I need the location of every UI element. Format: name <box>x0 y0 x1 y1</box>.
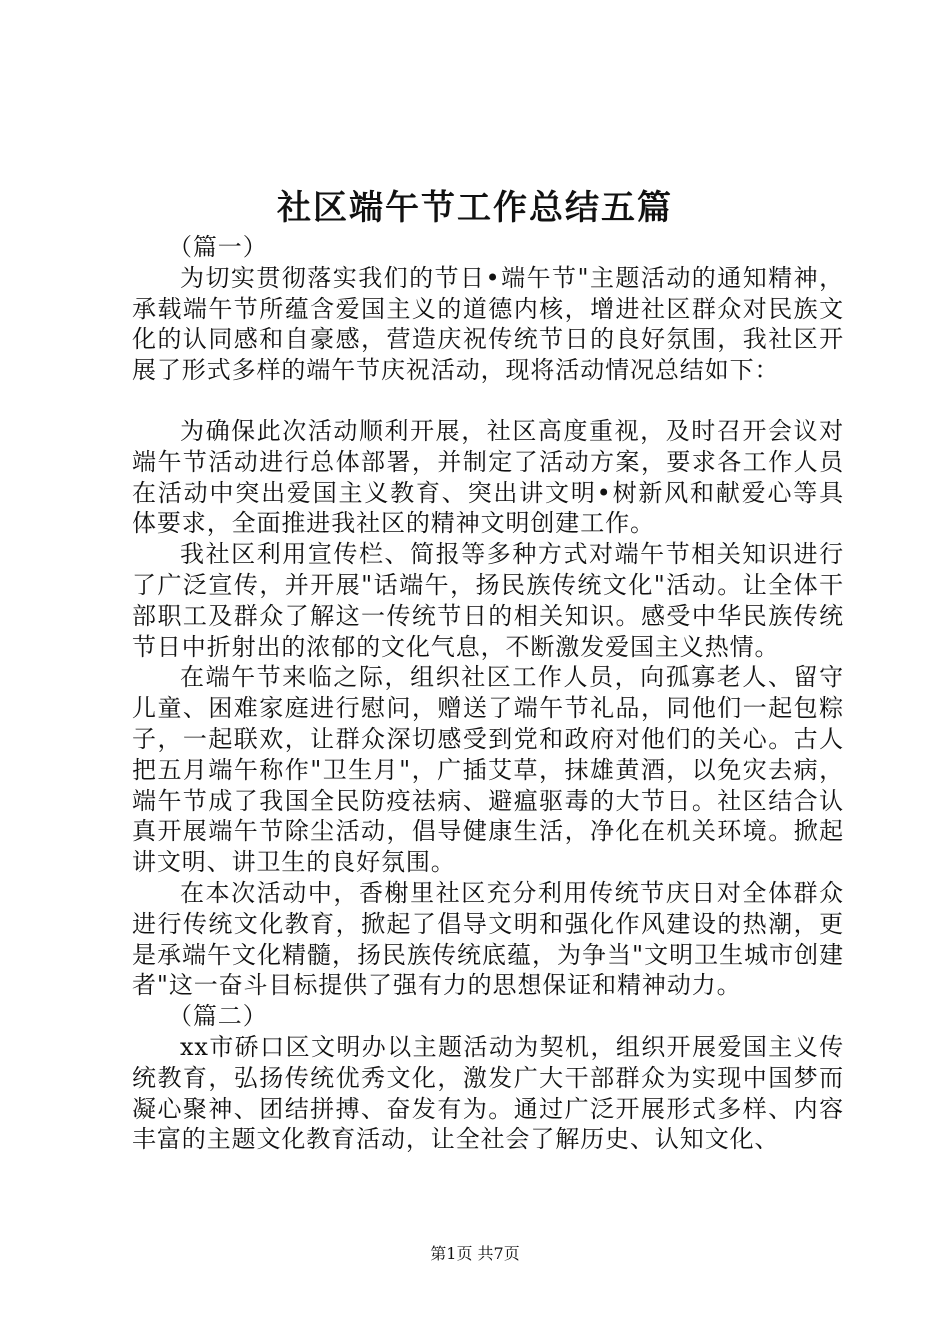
paragraph-visits: 在端午节来临之际，组织社区工作人员，向孤寡老人、留守儿童、困难家庭进行慰问，赠送了端午节礼品，同他们一起包粽子，一起联欢，让群众深切感受到党和政府对他们的关心。古人把五月端午称作"卫生月"，广插艾草，抹雄黄酒，以免灾去病，端午节成了我国全民防疫祛病、避瘟驱毒的大节日。社区结合认真开展端午节除尘活动，倡导健康生活，净化在机关环境。掀起讲文明、讲卫生的良好氛围。 <box>132 663 844 877</box>
paragraph-intro: 为切实贯彻落实我们的节日•端午节"主题活动的通知精神，承载端午节所蕴含爱国主义的道德内核，增进社区群众对民族文化的认同感和自豪感，营造庆祝传统节日的良好氛围，我社区开展了形式多样的端午节庆祝活动，现将活动情况总结如下： <box>132 263 844 385</box>
paragraph-preparation: 为确保此次活动顺利开展，社区高度重视，及时召开会议对端午节活动进行总体部署，并制定了活动方案，要求各工作人员在活动中突出爱国主义教育、突出讲文明•树新风和献爱心等具体要求，全面推进我社区的精神文明创建工作。 <box>132 416 844 538</box>
document-title: 社区端午节工作总结五篇 <box>277 188 673 228</box>
page-number-footer: 第1页 共7页 <box>430 1244 520 1263</box>
paragraph-section-2: xx市硚口区文明办以主题活动为契机，组织开展爱国主义传统教育，弘扬传统优秀文化，激发广大干部群众为实现中国梦而凝心聚神、团结拼搏、奋发有为。通过广泛开展形式多样、内容丰富的主题文化教育活动，让全社会了解历史、认知文化、 <box>132 1032 844 1154</box>
section-heading-1: （篇一） <box>168 233 268 261</box>
section-heading-2: （篇二） <box>168 1002 268 1031</box>
paragraph-summary: 在本次活动中，香榭里社区充分利用传统节庆日对全体群众进行传统文化教育，掀起了倡导文明和强化作风建设的热潮，更是承端午文化精髓，扬民族传统底蕴，为争当"文明卫生城市创建者"这一奋斗目标提供了强有力的思想保证和精神动力。 <box>132 878 844 1000</box>
paragraph-publicity: 我社区利用宣传栏、简报等多种方式对端午节相关知识进行了广泛宣传，并开展"话端午，扬民族传统文化"活动。让全体干部职工及群众了解这一传统节日的相关知识。感受中华民族传统节日中折射出的浓郁的文化气息，不断激发爱国主义热情。 <box>132 540 844 661</box>
document-body <box>132 232 844 1155</box>
